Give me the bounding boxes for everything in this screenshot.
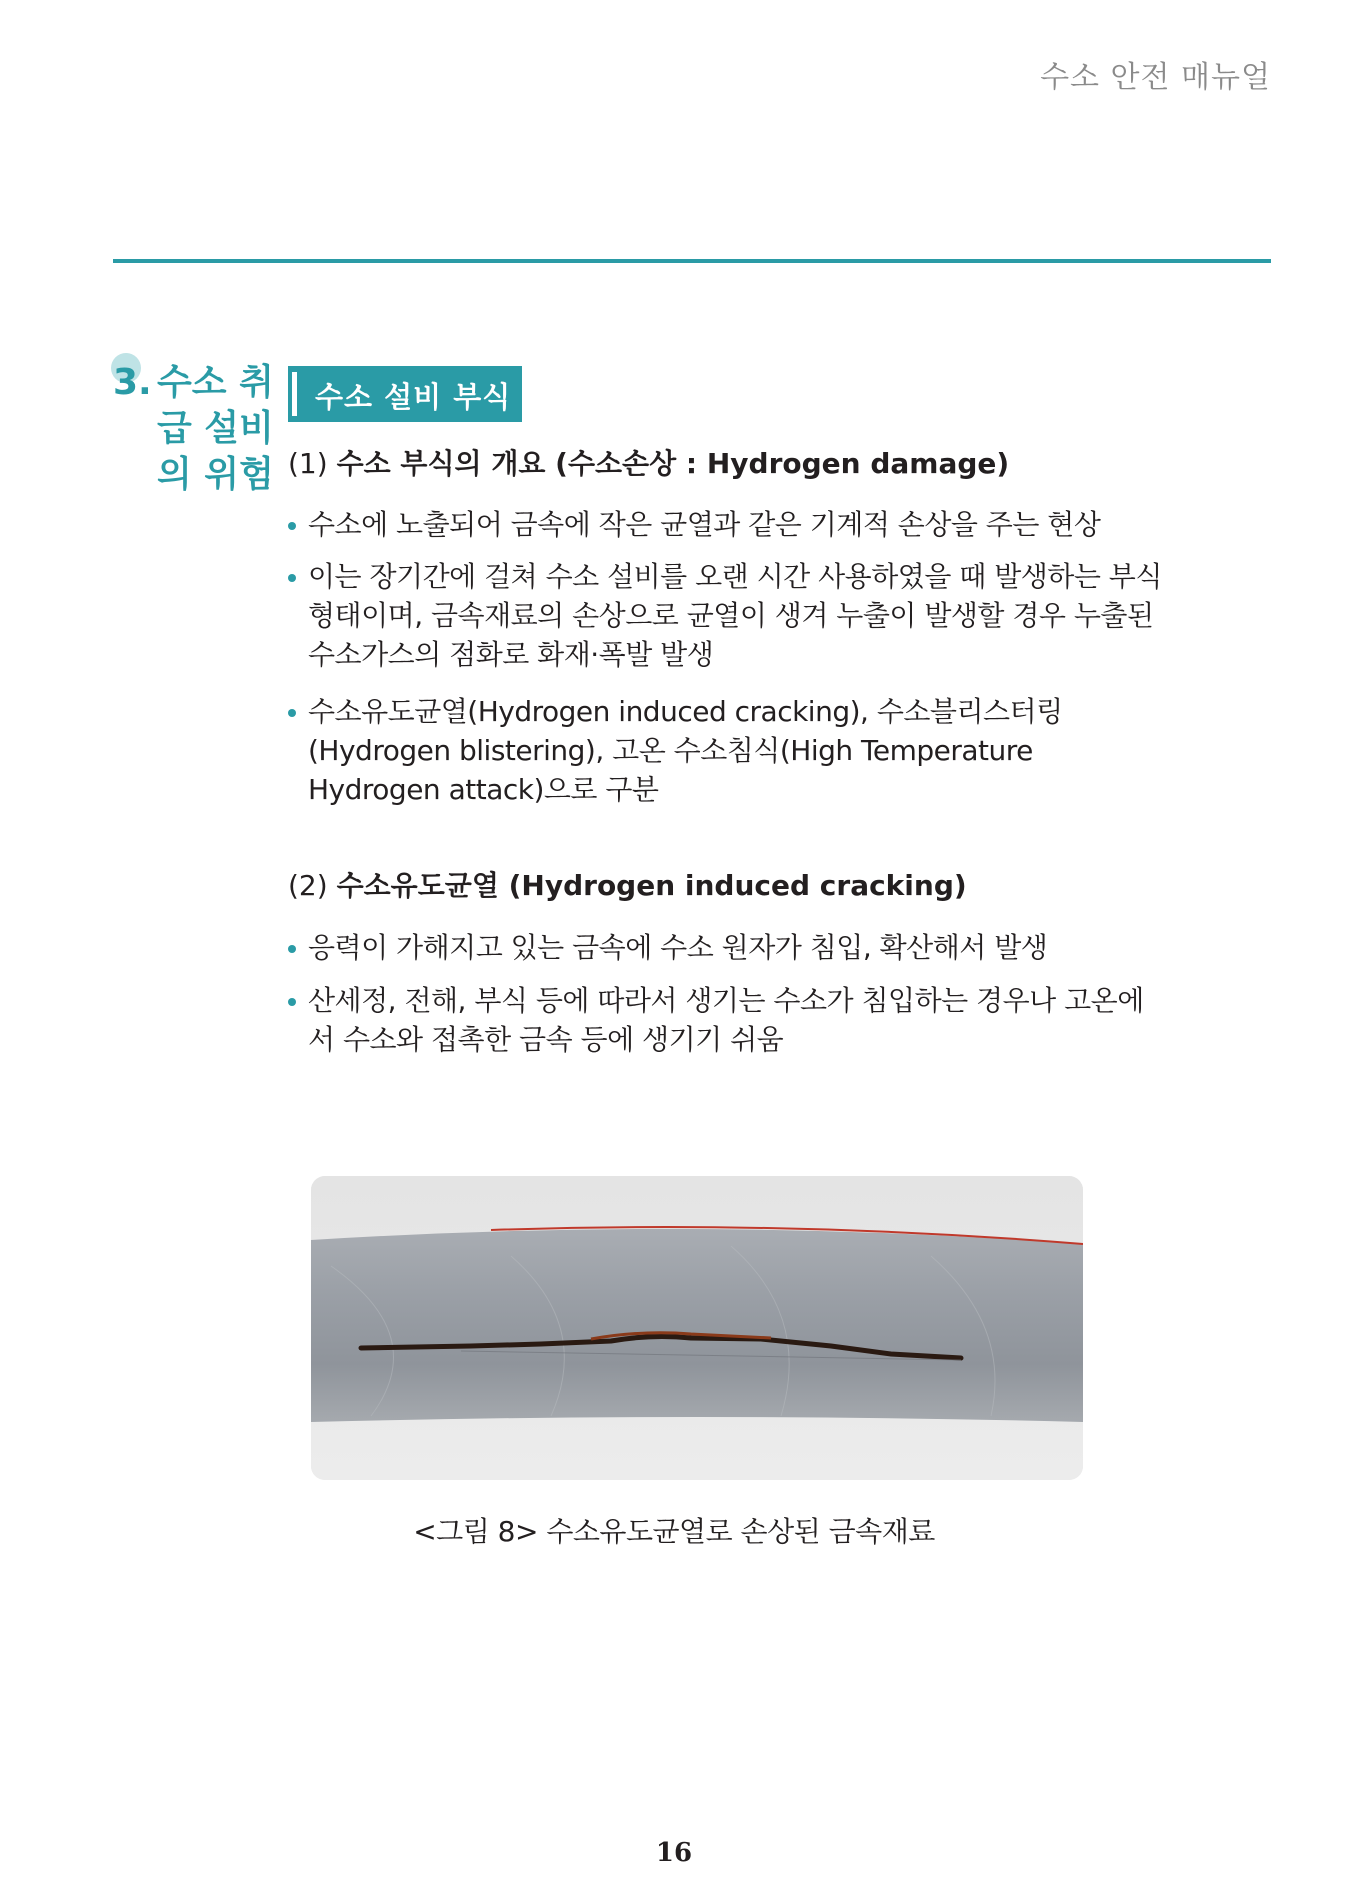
bullet-text: 이는 장기간에 걸쳐 수소 설비를 오랜 시간 사용하였을 때 발생하는 부식 형태이며, 금속재료의 손상으로 균열이 생겨 누출이 발생할 경우 누출된 수소가스의 점화로 화재·폭발 발생: [308, 560, 1162, 671]
list-item: [288, 928, 1168, 967]
bullet-text: 수소유도균열(Hydrogen induced cracking), 수소블리스터링 (Hydrogen blistering), 고온 수소침식(High Temperature Hydrogen attack)으로 구분: [308, 695, 1063, 806]
bullet-text: 수소에 노출되어 금속에 작은 균열과 같은 기계적 손상을 주는 현상: [308, 508, 1101, 541]
subsection-1-number: (1): [288, 447, 328, 480]
topic-label-bar: [292, 372, 297, 416]
subsection-2-title: 수소유도균열 (Hydrogen induced cracking): [336, 869, 967, 902]
bullet-dot-icon: [288, 574, 296, 582]
bullet-dot-icon: [288, 945, 296, 953]
bullet-dot-icon: [288, 709, 296, 717]
topic-label: 수소 설비 부식: [315, 380, 512, 414]
running-header: 수소 안전 매뉴얼: [1040, 60, 1271, 95]
bullet-dot-icon: [288, 522, 296, 530]
list-item: [288, 692, 1168, 809]
header-divider: [113, 259, 1271, 263]
list-item: [288, 557, 1168, 674]
bullet-text: 산세정, 전해, 부식 등에 따라서 생기는 수소가 침입하는 경우나 고온에서 수소와 접촉한 금속 등에 생기기 쉬움: [308, 984, 1144, 1056]
subsection-2-heading: [288, 868, 967, 904]
subsection-1-title: 수소 부식의 개요 (수소손상 : Hydrogen damage): [336, 447, 1010, 480]
subsection-2-number: (2): [288, 869, 328, 902]
cracked-metal-photo: [311, 1176, 1083, 1480]
list-item: [288, 505, 1168, 544]
topic-label-box: [288, 366, 522, 422]
section-number: 3.: [113, 362, 152, 403]
list-item: [288, 981, 1168, 1059]
section-title: 수소 취급 설비의 위험: [157, 362, 274, 495]
bullet-text: 응력이 가해지고 있는 금속에 수소 원자가 침입, 확산해서 발생: [308, 931, 1048, 964]
page-number: 16: [655, 1838, 693, 1868]
subsection-1-heading: [288, 446, 1009, 482]
bullet-dot-icon: [288, 998, 296, 1006]
cracked-metal-illustration: [311, 1176, 1083, 1480]
figure-caption: <그림 8> 수소유도균열로 손상된 금속재료: [413, 1515, 935, 1548]
